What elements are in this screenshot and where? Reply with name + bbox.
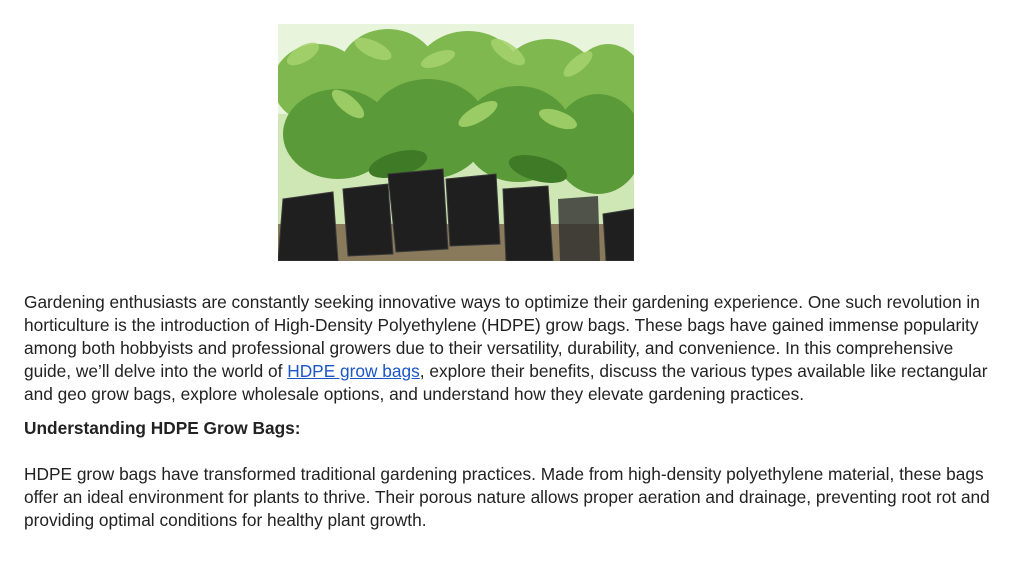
intro-paragraph [24,291,1004,406]
section-heading: Understanding HDPE Grow Bags: [24,418,301,438]
plants-illustration [278,24,634,261]
section-paragraph: HDPE grow bags have transformed traditional gardening practices. Made from high-density polyethylene material, these bags offer an ideal environment for plants to thrive. Their porous nature allows proper aeration and drainage, preventing root rot and providing optimal conditions for healthy plant growth. [24,464,990,530]
intro-text-after: , explore their benefits, discuss the various types available like rectangular and geo grow bags, explore wholesale options, and understand how they elevate gardening practices. [24,361,988,404]
article-body [24,291,1004,532]
intro-text-before: Gardening enthusiasts are constantly seeking innovative ways to optimize their gardening experience. One such revolution in horticulture is the introduction of High-Density Polyethylene (HDPE) grow bags. These bags have gained immense popularity among both hobbyists and professional growers due to their versatility, durability, and convenience. In this comprehensive guide, we’ll delve into the world of [24,292,980,381]
hdpe-grow-bags-link[interactable]: HDPE grow bags [287,361,420,381]
potted-plants-photo [278,24,634,261]
